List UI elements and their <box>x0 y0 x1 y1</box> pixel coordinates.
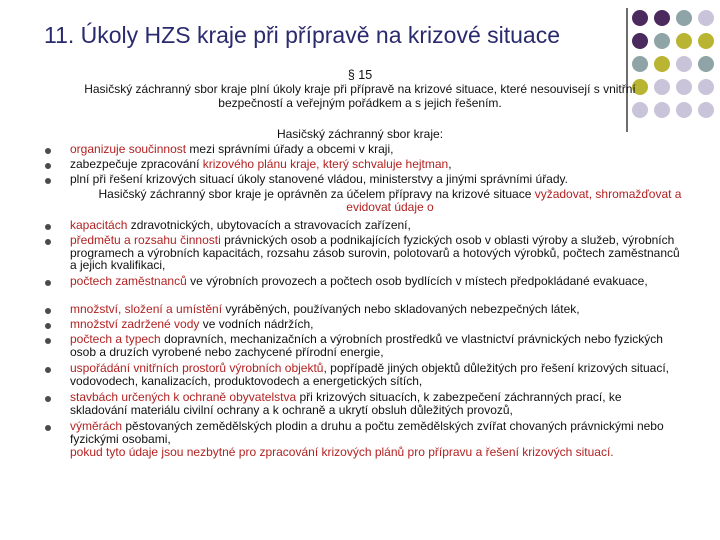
bullet-icon <box>45 396 51 402</box>
decorative-dot <box>654 33 670 49</box>
heading-duties: Hasičský záchranný sbor kraje: <box>276 127 444 141</box>
item-highlight: výměrách <box>70 419 123 433</box>
item-highlight: počtech zaměstnanců <box>70 274 187 288</box>
item-text: právnických osob a podnikajících fyzických osob v oblasti výroby a služeb, výrobních programech a výrobních kapacitách, rozsahu zásob surovin, polotovarů a hotových výrobků, počtech zaměstnanců a jejich kvalifikaci, <box>70 233 680 272</box>
bullet-icon <box>45 239 51 245</box>
list-item <box>70 420 680 445</box>
list-item <box>70 362 680 387</box>
list-item <box>70 234 680 272</box>
bullet-icon <box>45 224 51 230</box>
bullet-icon <box>45 338 51 344</box>
list-item <box>70 143 680 156</box>
item-highlight: počtech a typech <box>70 332 161 346</box>
list-item <box>70 219 680 232</box>
decorative-dot <box>676 10 692 26</box>
list-item <box>70 333 680 358</box>
decorative-dot <box>654 10 670 26</box>
bullet-icon <box>45 280 51 286</box>
decorative-dot <box>698 33 714 49</box>
item-text: dopravních, mechanizačních a výrobních prostředků ve vlastnictví právnických nebo fyzických osob a druzích vyrobené nebo zachycené přírodní energie, <box>70 332 663 359</box>
list-item <box>70 158 680 171</box>
list-item <box>70 391 680 416</box>
paragraph-reference: § 15 <box>347 68 373 82</box>
item-text: pěstovaných zemědělských plodin a druhu a počtu zemědělských zvířat chovaných právnickými nebo fyzickými osobami, <box>70 419 664 446</box>
bullet-icon <box>45 425 51 431</box>
item-text: vyráběných, používaných nebo skladovaných nebezpečných látek, <box>222 302 580 316</box>
list-item <box>70 303 680 316</box>
heading-authorization <box>90 188 690 213</box>
bullet-icon <box>45 178 51 184</box>
bullet-icon <box>45 367 51 373</box>
bullet-icon <box>45 163 51 169</box>
list-item <box>70 173 680 186</box>
heading-highlight: vyžadovat, shromažďovat a evidovat údaje o <box>346 187 682 214</box>
decorative-dot <box>632 33 648 49</box>
item-text: ve výrobních provozech a počtech osob bydlících v místech předpokládané evakuace, <box>186 274 648 288</box>
item-text-pre: zabezpečuje zpracování <box>70 157 203 171</box>
item-highlight: předmětu a rozsahu činnosti <box>70 233 221 247</box>
list-item <box>70 318 680 331</box>
item-text: mezi správními úřady a obcemi v kraji, <box>186 142 394 156</box>
bullet-icon <box>45 323 51 329</box>
item-highlight: kapacitách <box>70 218 128 232</box>
item-text: , <box>448 157 452 171</box>
item-highlight: organizuje součinnost <box>70 142 187 156</box>
decorative-dot <box>698 102 714 118</box>
item-highlight: stavbách určených k ochraně obyvatelstva <box>70 390 297 404</box>
intro-text: Hasičský záchranný sbor kraje plní úkoly kraje při přípravě na krizové situace, které nesouvisejí s vnitřní bezpečností a veřejným pořádkem a s jejich řešením. <box>84 82 636 110</box>
bullet-icon <box>45 308 51 314</box>
heading-text: Hasičský záchranný sbor kraje je oprávněn za účelem přípravy na krizové situace <box>98 187 535 201</box>
item-text: ve vodních nádržích, <box>199 317 314 331</box>
bullet-icon <box>45 148 51 154</box>
item-highlight: množství, složení a umístění <box>70 302 223 316</box>
item-highlight: uspořádání vnitřních prostorů výrobních objektů <box>70 361 324 375</box>
decorative-dot <box>632 10 648 26</box>
item-highlight: krizového plánu kraje, který schvaluje hejtman <box>202 157 449 171</box>
item-highlight: množství zadržené vody <box>70 317 200 331</box>
item-text: , popřípadě jiných objektů důležitých pro řešení krizových situací, vodovodech, kanalizacích, produktovodech a energetických sítích, <box>70 361 669 388</box>
list-item <box>70 275 680 288</box>
slide-title: 11. Úkoly HZS kraje při přípravě na krizové situace <box>44 22 560 48</box>
decorative-dot <box>676 102 692 118</box>
decorative-dot <box>676 33 692 49</box>
item-text: plní při řešení krizových situací úkoly stanovené vládou, ministerstvy a jinými správními úřady. <box>70 172 568 186</box>
closing-text: pokud tyto údaje jsou nezbytné pro zpracování krizových plánů pro přípravu a řešení krizových situací. <box>70 445 614 459</box>
item-text: zdravotnických, ubytovacích a stravovacích zařízení, <box>127 218 411 232</box>
decorative-dot <box>698 10 714 26</box>
item-text: při krizových situacích, k zabezpečení záchranných prací, ke skladování materiálu civilní ochrany a k ochraně a ukrytí obsluh důležitých provozů, <box>70 390 622 417</box>
